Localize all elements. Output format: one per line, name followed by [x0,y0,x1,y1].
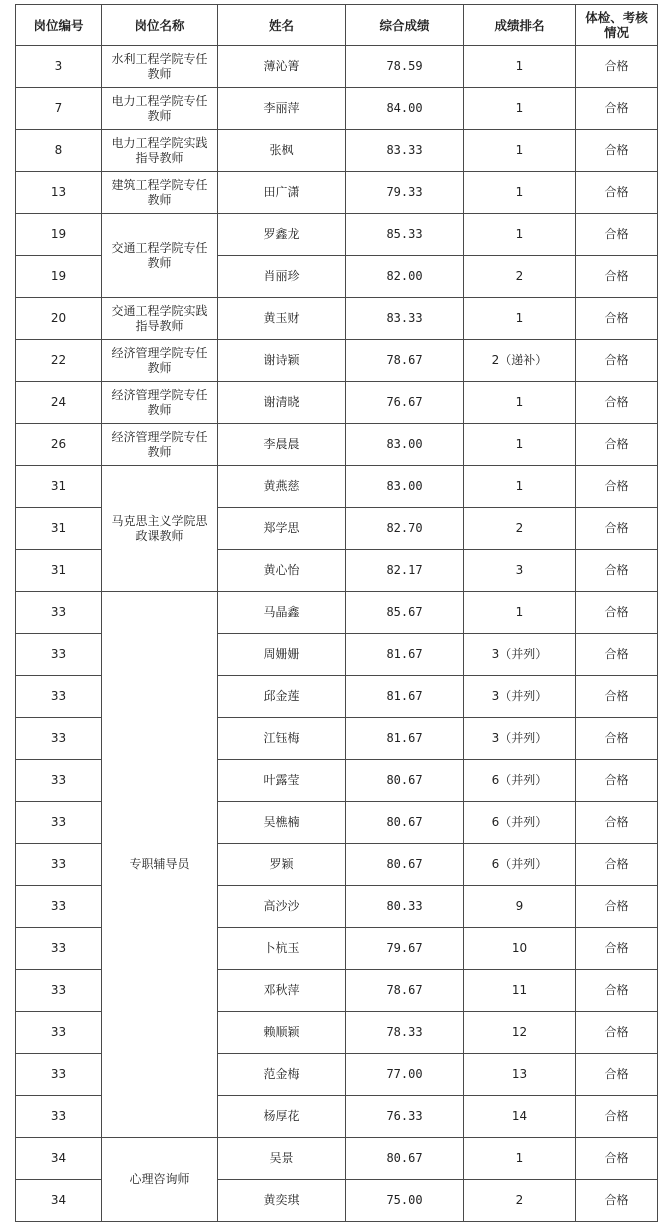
table-row [16,424,658,466]
cell-status: 合格 [576,88,658,130]
cell-name: 李晨晨 [218,424,346,466]
cell-rank: 9 [464,886,576,928]
cell-id: 33 [16,928,102,970]
cell-name: 黄奕琪 [218,1180,346,1222]
cell-position: 交通工程学院实践指导教师 [102,298,218,340]
cell-rank: 10 [464,928,576,970]
cell-position: 心理咨询师 [102,1138,218,1222]
cell-position: 专职辅导员 [102,592,218,1138]
cell-status: 合格 [576,298,658,340]
cell-score: 77.00 [346,1054,464,1096]
cell-score: 82.17 [346,550,464,592]
cell-score: 76.67 [346,382,464,424]
cell-status: 合格 [576,130,658,172]
cell-score: 78.59 [346,46,464,88]
cell-rank: 2 [464,1180,576,1222]
cell-name: 罗颖 [218,844,346,886]
table-row [16,382,658,424]
cell-rank: 1 [464,172,576,214]
cell-score: 83.33 [346,298,464,340]
cell-name: 邱金莲 [218,676,346,718]
cell-rank: 1 [464,130,576,172]
cell-rank: 3（并列） [464,676,576,718]
table-body [16,46,658,1222]
cell-id: 26 [16,424,102,466]
cell-id: 20 [16,298,102,340]
table-row [16,592,658,634]
cell-score: 76.33 [346,1096,464,1138]
cell-name: 李丽萍 [218,88,346,130]
cell-id: 33 [16,718,102,760]
cell-id: 33 [16,592,102,634]
cell-name: 邓秋萍 [218,970,346,1012]
cell-status: 合格 [576,844,658,886]
cell-status: 合格 [576,508,658,550]
cell-rank: 3 [464,550,576,592]
cell-id: 8 [16,130,102,172]
results-table [15,4,658,1222]
cell-score: 81.67 [346,676,464,718]
cell-score: 83.00 [346,424,464,466]
cell-position: 马克思主义学院思政课教师 [102,466,218,592]
cell-score: 85.33 [346,214,464,256]
cell-name: 谢清晓 [218,382,346,424]
table-row [16,172,658,214]
cell-score: 80.67 [346,760,464,802]
cell-id: 34 [16,1180,102,1222]
cell-status: 合格 [576,424,658,466]
cell-score: 82.70 [346,508,464,550]
cell-name: 薄沁箐 [218,46,346,88]
cell-score: 81.67 [346,718,464,760]
cell-position: 交通工程学院专任教师 [102,214,218,298]
cell-score: 80.67 [346,844,464,886]
cell-score: 79.67 [346,928,464,970]
cell-status: 合格 [576,886,658,928]
cell-id: 33 [16,1096,102,1138]
cell-score: 78.33 [346,1012,464,1054]
cell-status: 合格 [576,340,658,382]
cell-status: 合格 [576,1096,658,1138]
cell-status: 合格 [576,256,658,298]
cell-id: 33 [16,676,102,718]
cell-status: 合格 [576,760,658,802]
cell-id: 31 [16,466,102,508]
cell-rank: 6（并列） [464,802,576,844]
cell-score: 82.00 [346,256,464,298]
table-row [16,46,658,88]
header-score: 综合成绩 [346,5,464,46]
cell-status: 合格 [576,802,658,844]
cell-status: 合格 [576,550,658,592]
cell-status: 合格 [576,1012,658,1054]
cell-status: 合格 [576,382,658,424]
header-row [16,5,658,46]
cell-score: 80.67 [346,802,464,844]
cell-status: 合格 [576,46,658,88]
cell-name: 吴樵楠 [218,802,346,844]
cell-score: 83.33 [346,130,464,172]
cell-rank: 1 [464,88,576,130]
cell-id: 33 [16,634,102,676]
cell-score: 83.00 [346,466,464,508]
table-row [16,88,658,130]
cell-status: 合格 [576,592,658,634]
cell-id: 33 [16,886,102,928]
cell-rank: 1 [464,214,576,256]
cell-name: 范金梅 [218,1054,346,1096]
cell-position: 经济管理学院专任教师 [102,424,218,466]
table-row [16,214,658,256]
cell-name: 黄燕慈 [218,466,346,508]
cell-rank: 6（并列） [464,844,576,886]
cell-rank: 2（递补） [464,340,576,382]
cell-rank: 3（并列） [464,634,576,676]
cell-status: 合格 [576,676,658,718]
cell-status: 合格 [576,970,658,1012]
cell-position: 建筑工程学院专任教师 [102,172,218,214]
table-row [16,340,658,382]
cell-position: 经济管理学院专任教师 [102,340,218,382]
cell-name: 罗鑫龙 [218,214,346,256]
cell-rank: 1 [464,592,576,634]
table-row [16,298,658,340]
cell-position: 水利工程学院专任教师 [102,46,218,88]
header-name: 姓名 [218,5,346,46]
cell-score: 78.67 [346,970,464,1012]
cell-name: 杨厚花 [218,1096,346,1138]
cell-status: 合格 [576,634,658,676]
cell-rank: 1 [464,466,576,508]
cell-status: 合格 [576,1138,658,1180]
cell-id: 7 [16,88,102,130]
cell-rank: 1 [464,46,576,88]
cell-score: 85.67 [346,592,464,634]
cell-name: 黄心怡 [218,550,346,592]
cell-score: 78.67 [346,340,464,382]
header-position-name: 岗位名称 [102,5,218,46]
cell-name: 郑学思 [218,508,346,550]
cell-rank: 11 [464,970,576,1012]
cell-name: 肖丽珍 [218,256,346,298]
cell-rank: 1 [464,298,576,340]
header-rank: 成绩排名 [464,5,576,46]
cell-score: 80.33 [346,886,464,928]
cell-id: 13 [16,172,102,214]
header-status: 体检、考核情况 [576,5,658,46]
cell-id: 33 [16,1012,102,1054]
cell-name: 江钰梅 [218,718,346,760]
table-row [16,1138,658,1180]
cell-status: 合格 [576,466,658,508]
cell-id: 33 [16,844,102,886]
header-position-id: 岗位编号 [16,5,102,46]
cell-score: 79.33 [346,172,464,214]
cell-score: 80.67 [346,1138,464,1180]
cell-rank: 3（并列） [464,718,576,760]
cell-id: 31 [16,508,102,550]
cell-name: 赖顺颖 [218,1012,346,1054]
cell-id: 3 [16,46,102,88]
cell-id: 33 [16,802,102,844]
cell-name: 张枫 [218,130,346,172]
cell-name: 谢诗颖 [218,340,346,382]
cell-id: 19 [16,214,102,256]
cell-name: 田广潇 [218,172,346,214]
cell-position: 电力工程学院实践指导教师 [102,130,218,172]
cell-position: 电力工程学院专任教师 [102,88,218,130]
cell-rank: 13 [464,1054,576,1096]
cell-rank: 6（并列） [464,760,576,802]
cell-name: 吴景 [218,1138,346,1180]
cell-name: 周姗姗 [218,634,346,676]
cell-status: 合格 [576,718,658,760]
cell-name: 叶露莹 [218,760,346,802]
cell-name: 马晶鑫 [218,592,346,634]
cell-id: 19 [16,256,102,298]
cell-id: 33 [16,760,102,802]
cell-id: 33 [16,970,102,1012]
cell-rank: 1 [464,1138,576,1180]
cell-position: 经济管理学院专任教师 [102,382,218,424]
cell-name: 黄玉财 [218,298,346,340]
table-row [16,466,658,508]
cell-rank: 2 [464,508,576,550]
cell-rank: 2 [464,256,576,298]
cell-id: 34 [16,1138,102,1180]
cell-status: 合格 [576,172,658,214]
cell-score: 84.00 [346,88,464,130]
table-row [16,130,658,172]
cell-rank: 12 [464,1012,576,1054]
cell-status: 合格 [576,1180,658,1222]
cell-name: 卜杭玉 [218,928,346,970]
cell-id: 31 [16,550,102,592]
cell-score: 81.67 [346,634,464,676]
cell-name: 高沙沙 [218,886,346,928]
cell-status: 合格 [576,1054,658,1096]
cell-status: 合格 [576,214,658,256]
cell-id: 33 [16,1054,102,1096]
cell-rank: 1 [464,424,576,466]
cell-status: 合格 [576,928,658,970]
cell-id: 24 [16,382,102,424]
cell-rank: 14 [464,1096,576,1138]
cell-score: 75.00 [346,1180,464,1222]
cell-rank: 1 [464,382,576,424]
cell-id: 22 [16,340,102,382]
